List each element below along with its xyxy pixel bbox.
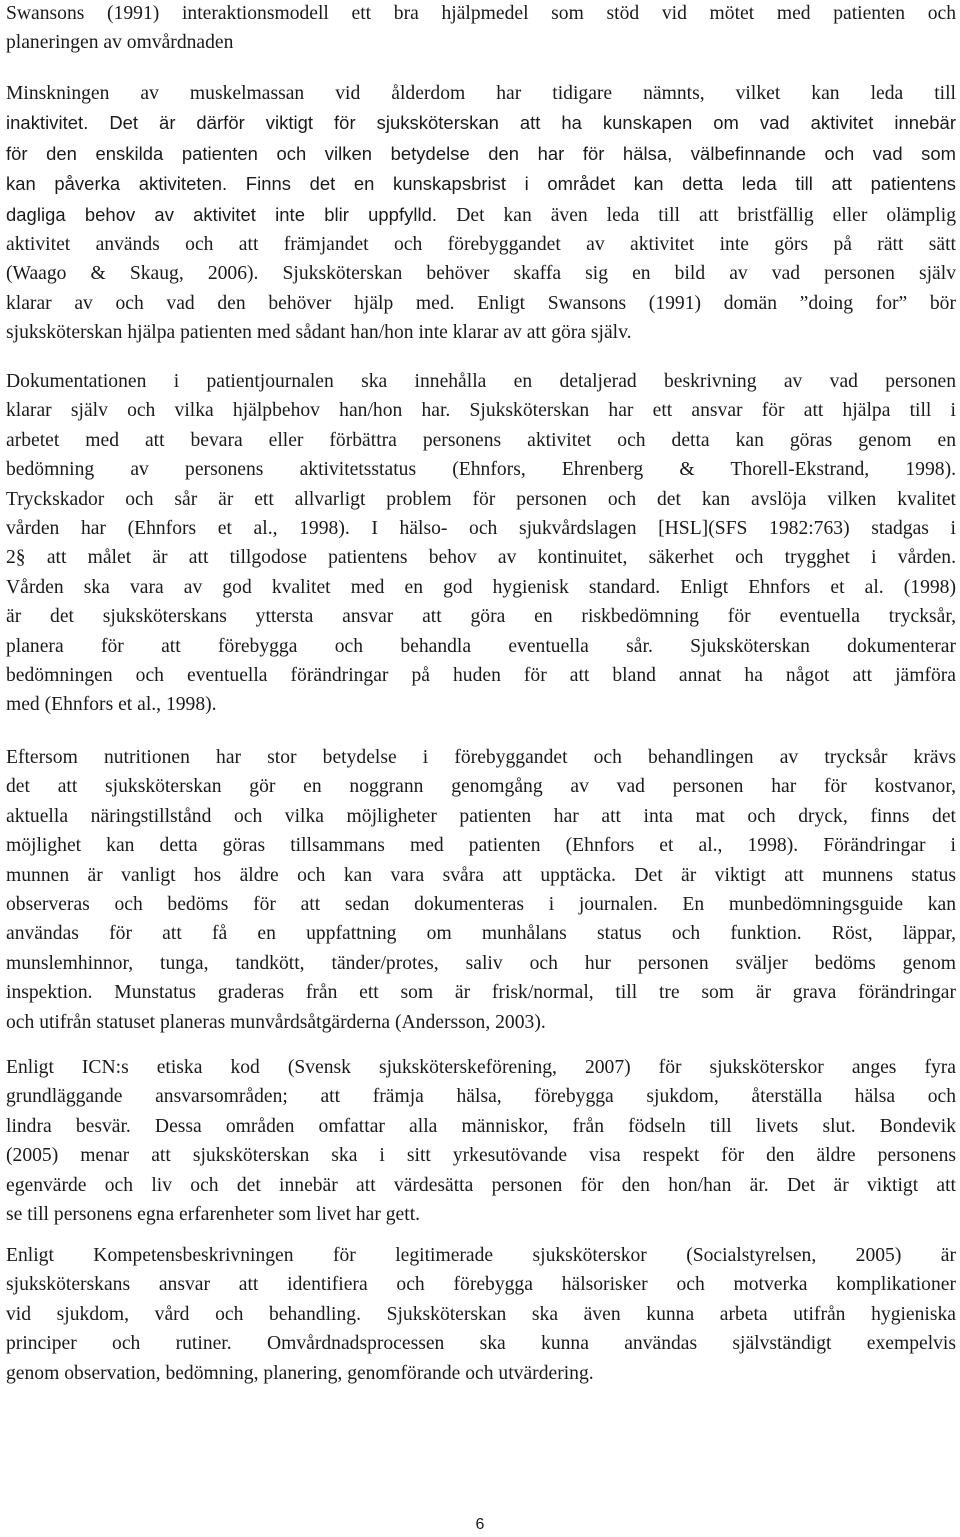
text-segment: klarar av och vad den behöver hjälp med. Enligt Swansons (1991) domän ”doing for” bör — [6, 292, 956, 314]
paragraph-heading — [6, 0, 956, 58]
text-line — [6, 1141, 956, 1170]
text-line — [6, 318, 956, 347]
text-line — [6, 485, 956, 514]
text-segment: (Waago & Skaug, 2006). Sjuksköterskan behöver skaffa sig en bild av vad personen själv — [6, 263, 956, 285]
text-segment: grundläggande ansvarsområden; att främja hälsa, förebygga sjukdom, återställa hälsa och — [6, 1086, 956, 1108]
paragraph-ethics — [6, 1053, 956, 1229]
text-line — [6, 861, 956, 890]
text-segment: användas för att få en uppfattning om munhålans status och funktion. Röst, läppar, — [6, 923, 956, 945]
text-line — [6, 169, 956, 199]
text-line — [6, 1053, 956, 1082]
page-number: 6 — [475, 1516, 485, 1533]
text-segment: principer och rutiner. Omvårdnadsprocessen ska kunna användas självständigt exempelvis — [6, 1333, 956, 1355]
text-segment: med (Ehnfors et al., 1998). — [6, 694, 217, 716]
text-line — [6, 1112, 956, 1141]
text-segment: Enligt Kompetensbeskrivningen för legitimerade sjuksköterskor (Socialstyrelsen, 2005) är — [6, 1245, 956, 1266]
text-line — [6, 1200, 956, 1229]
paragraph-documentation — [6, 367, 956, 720]
text-segment: Det kan även leda till att bristfällig eller olämplig — [456, 204, 956, 226]
text-segment: observeras och bedöms för att sedan dokumenteras i journalen. En munbedömningsguide kan — [6, 894, 956, 916]
text-line — [6, 949, 956, 978]
text-segment: klarar själv och vilka hjälpbehov han/hon har. Sjuksköterskan har ett ansvar för att hjälpa till i — [6, 400, 956, 422]
text-line: planeringen av omvårdnaden — [6, 32, 234, 54]
text-line — [6, 396, 956, 425]
text-line — [6, 79, 956, 108]
text-segment: aktuella näringstillstånd och vilka möjligheter patienten har att inta mat och dryck, finns det — [6, 805, 956, 827]
text-line — [6, 259, 956, 288]
text-segment: Dokumentationen i patientjournalen ska innehålla en detaljerad beskrivning av vad personen — [6, 371, 956, 392]
text-segment: dagliga behov av aktivitet inte blir uppfylld. — [6, 203, 457, 225]
paragraph-activity — [6, 79, 956, 348]
text-line — [6, 200, 956, 230]
text-segment: det att sjuksköterskan gör en noggrann genomgång av vad personen har för kostvanor, — [6, 776, 956, 798]
text-segment: aktivitet används och att främjandet och förebyggandet av aktivitet inte görs på rätt sätt — [6, 234, 956, 256]
text-segment: vården har (Ehnfors et al., 1998). I hälso- och sjukvårdslagen [HSL](SFS 1982:763) stadgas i — [6, 518, 956, 540]
text-segment: sjuksköterskans ansvar att identifiera och förebygga hälsorisker och motverka komplikationer — [6, 1274, 956, 1296]
text-segment: munnen är vanligt hos äldre och kan vara svåra att upptäcka. Det är viktigt att munnens status — [6, 864, 956, 886]
text-line — [6, 1171, 956, 1200]
text-segment: bedömning av personens aktivitetsstatus (Ehnfors, Ehrenberg & Thorell-Ekstrand, 1998). — [6, 459, 956, 481]
text-segment: egenvärde och liv och det innebär att värdesätta personen för den hon/han är. Det är viktigt att — [6, 1174, 956, 1196]
text-segment: Enligt ICN:s etiska kod (Svensk sjuksköterskeförening, 2007) för sjuksköterskor anges fyra — [6, 1057, 956, 1078]
text-segment: (2005) menar att sjuksköterskan ska i sitt yrkesutövande visa respekt för den äldre personens — [6, 1145, 956, 1167]
text-line — [6, 139, 956, 169]
text-segment: vid sjukdom, vård och behandling. Sjuksköterskan ska även kunna arbeta utifrån hygieniska — [6, 1303, 956, 1325]
text-segment: Tryckskador och sår är ett allvarligt problem för personen och det kan avslöja vilken kvalitet — [6, 488, 956, 510]
text-line — [6, 743, 956, 772]
text-segment: sjuksköterskan hjälpa patienten med sådant han/hon inte klarar av att göra själv. — [6, 322, 632, 344]
text-segment: inspektion. Munstatus graderas från ett som är frisk/normal, till tre som är grava förändringar — [6, 982, 956, 1004]
text-line — [6, 831, 956, 860]
text-segment: munslemhinnor, tunga, tandkött, tänder/protes, saliv och hur personen sväljer bedöms genom — [6, 952, 956, 974]
text-line — [6, 573, 956, 602]
text-line — [6, 367, 956, 396]
text-segment: Det är därför viktigt för sjuksköterskan att ha kunskapen om vad aktivitet innebär — [109, 112, 957, 134]
text-line — [6, 602, 956, 631]
text-line — [6, 1270, 956, 1299]
text-line — [6, 802, 956, 831]
text-line — [6, 230, 956, 259]
paragraph-nutrition — [6, 743, 956, 1037]
text-line — [6, 919, 956, 948]
text-line — [6, 289, 956, 318]
text-segment: planera för att förebygga och behandla eventuella sår. Sjuksköterskan dokumenterar — [6, 635, 956, 657]
text-line — [6, 1359, 956, 1388]
text-segment: är det sjuksköterskans yttersta ansvar att göra en riskbedömning för eventuella trycksår, — [6, 606, 956, 628]
text-segment: 2§ att målet är att tillgodose patientens behov av kontinuitet, säkerhet och trygghet i vården. — [6, 547, 956, 569]
text-segment: inaktivitet. — [6, 112, 110, 134]
text-line — [6, 1329, 956, 1358]
text-line — [6, 772, 956, 801]
text-segment: genom observation, bedömning, planering, genomförande och utvärdering. — [6, 1362, 594, 1384]
text-line — [6, 1082, 956, 1111]
paragraph-competence — [6, 1241, 956, 1388]
text-segment: lindra besvär. Dessa områden omfattar alla människor, från födseln till livets slut. Bondevik — [6, 1115, 956, 1137]
text-line — [6, 543, 956, 572]
text-line — [6, 455, 956, 484]
text-line — [6, 690, 956, 719]
text-line — [6, 426, 956, 455]
text-segment: Vården ska vara av god kvalitet med en god hygienisk standard. Enligt Ehnfors et al. (1998) — [6, 576, 956, 598]
text-line — [6, 890, 956, 919]
text-segment: för den enskilda patienten och vilken betydelse den har för hälsa, välbefinnande och vad som — [6, 142, 956, 164]
text-segment: och utifrån statuset planeras munvårdsåtgärderna (Andersson, 2003). — [6, 1011, 546, 1033]
text-segment: Eftersom nutritionen har stor betydelse i förebyggandet och behandlingen av trycksår krävs — [6, 747, 956, 768]
text-segment: kan påverka aktiviteten. Finns det en kunskapsbrist i området kan detta leda till att patientens — [6, 173, 956, 195]
text-segment: Minskningen av muskelmassan vid ålderdom har tidigare nämnts, vilket kan leda till — [6, 83, 956, 104]
text-segment: arbetet med att bevara eller förbättra personens aktivitet och detta kan göras genom en — [6, 429, 956, 451]
text-segment: se till personens egna erfarenheter som livet har gett. — [6, 1204, 421, 1226]
text-line — [6, 1241, 956, 1270]
text-line — [6, 514, 956, 543]
text-line — [6, 661, 956, 690]
text-segment: möjlighet kan detta göras tillsammans med patienten (Ehnfors et al., 1998). Förändringar i — [6, 835, 956, 857]
text-line — [6, 1300, 956, 1329]
text-segment: bedömningen och eventuella förändringar på huden för att bland annat ha något att jämföra — [6, 665, 956, 687]
text-line — [6, 632, 956, 661]
text-line — [6, 108, 956, 138]
text-line: Swansons (1991) interaktionsmodell ett bra hjälpmedel som stöd vid mötet med patienten och — [6, 3, 956, 24]
text-line — [6, 1008, 956, 1037]
text-line — [6, 978, 956, 1007]
